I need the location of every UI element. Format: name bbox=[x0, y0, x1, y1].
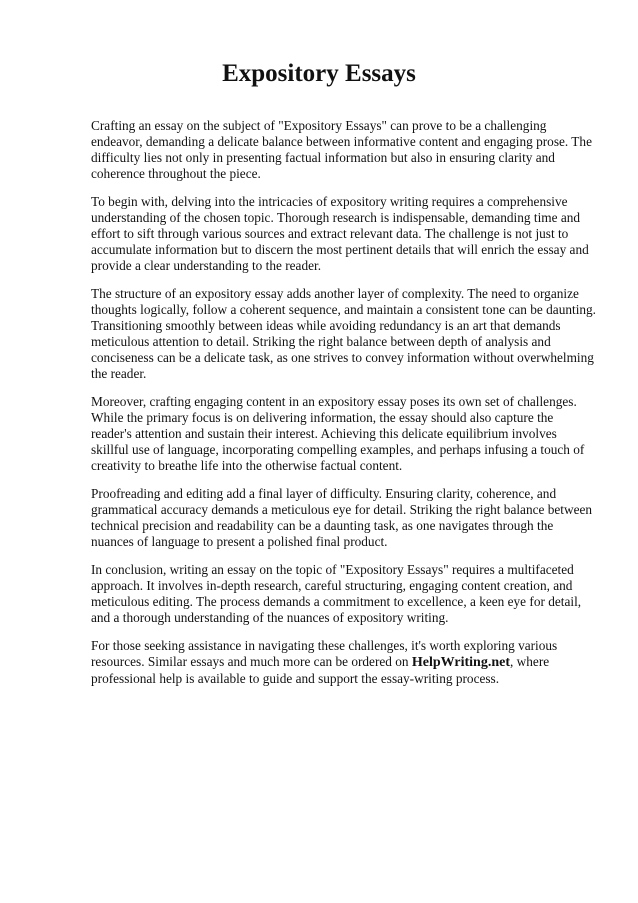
paragraph-structure: The structure of an expository essay adds another layer of complexity. The need to organize thoughts logically, follow a coherent sequence, and maintain a consistent tone can be daunting. Transitioning smoothly between ideas while avoiding redundancy is an art that demands meticulous attention to detail. Striking the right balance between depth of analysis and conciseness can be a delicate task, as one strives to convey information without overwhelming the reader. bbox=[91, 286, 597, 381]
brand-name: HelpWriting.net bbox=[411, 655, 511, 670]
closing-text-after: , where professional help is available to guide and support the essay-writing process. bbox=[91, 654, 550, 686]
paragraph-engagement: Moreover, crafting engaging content in an expository essay poses its own set of challenges. While the primary focus is on delivering information, the essay should also capture the reader's attention and sustain their interest. Achieving this delicate equilibrium involves skillful use of language, incorporating compelling examples, and perhaps infusing a touch of creativity to breathe life into the otherwise factual content. bbox=[91, 394, 585, 473]
paragraph-intro: Crafting an essay on the subject of "Expository Essays" can prove to be a challenging endeavor, demanding a delicate balance between informative content and engaging prose. The difficulty lies not only in presenting factual information but also in ensuring clarity and coherence throughout the piece. bbox=[91, 118, 592, 181]
paragraph-research: To begin with, delving into the intricacies of expository writing requires a comprehensive understanding of the chosen topic. Thorough research is indispensable, demanding time and effort to sift through various sources and extract relevant data. The challenge is not just to accumulate information but to discern the most pertinent details that will enrich the essay and provide a clear understanding to the reader. bbox=[91, 194, 589, 273]
paragraph-closing bbox=[91, 638, 597, 687]
paragraph-conclusion: In conclusion, writing an essay on the topic of "Expository Essays" requires a multifaceted approach. It involves in-depth research, careful structuring, engaging content creation, and meticulous editing. The process demands a commitment to excellence, a keen eye for detail, and a thorough understanding of the nuances of expository writing. bbox=[91, 562, 582, 625]
page-title: Expository Essays bbox=[222, 60, 416, 87]
closing-text-before: For those seeking assistance in navigating these challenges, it's worth exploring various resources. Similar essays and much more can be ordered on bbox=[91, 638, 558, 669]
paragraph-proofreading: Proofreading and editing add a final layer of difficulty. Ensuring clarity, coherence, and grammatical accuracy demands a meticulous eye for detail. Striking the right balance between technical precision and readability can be a daunting task, as one navigates through the nuances of language to present a polished final product. bbox=[91, 486, 593, 549]
essay-body bbox=[91, 118, 597, 699]
